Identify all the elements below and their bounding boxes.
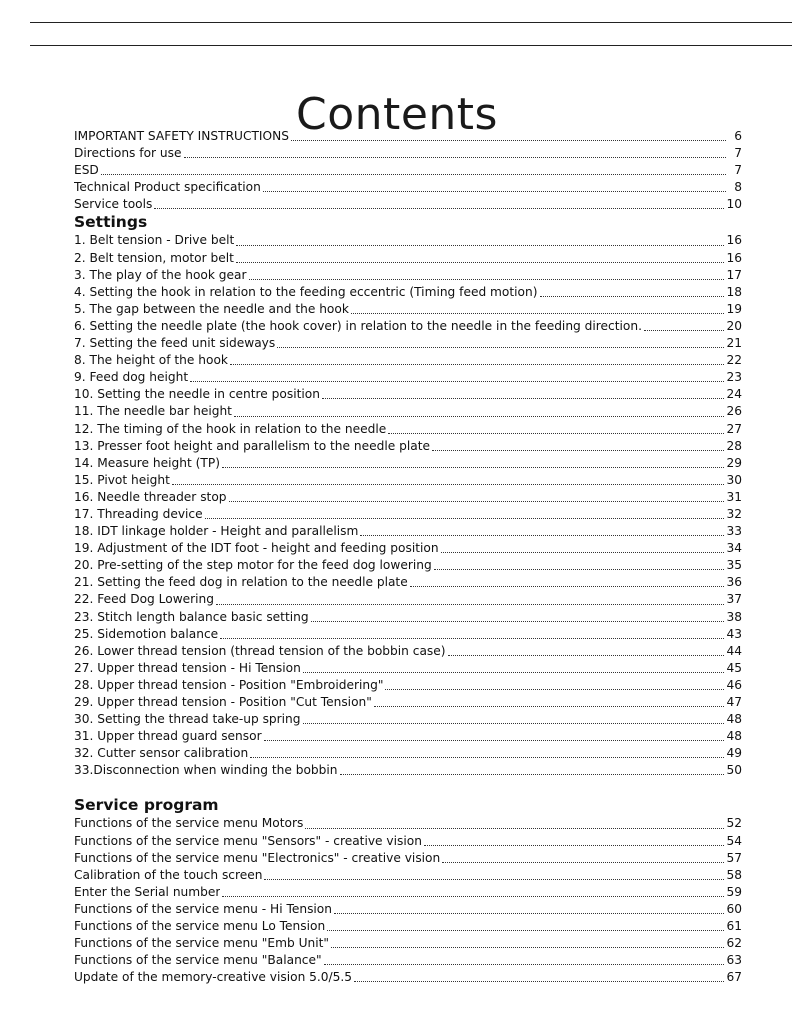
toc-entry-label: 17. Threading device bbox=[74, 506, 203, 521]
second-rule bbox=[30, 45, 792, 46]
dot-leader bbox=[540, 296, 725, 297]
dot-leader bbox=[229, 501, 725, 502]
toc-entry-label: ESD bbox=[74, 163, 99, 178]
toc-entry-page-number: 7 bbox=[734, 146, 742, 161]
dot-leader bbox=[303, 672, 725, 673]
toc-entry-label: 32. Cutter sensor calibration bbox=[74, 746, 249, 761]
toc-entry[interactable] bbox=[74, 145, 742, 162]
toc-entry-page-number: 63 bbox=[726, 953, 742, 968]
dot-leader bbox=[172, 484, 725, 485]
dot-leader bbox=[250, 757, 724, 758]
toc-entry[interactable] bbox=[74, 128, 742, 145]
toc-entry-page-number: 26 bbox=[726, 404, 742, 419]
dot-leader bbox=[205, 518, 725, 519]
toc-entry[interactable] bbox=[74, 489, 742, 506]
toc-entry-page-number: 29 bbox=[726, 455, 742, 470]
toc-entry[interactable] bbox=[74, 901, 742, 918]
toc-entry-label: 30. Setting the thread take-up spring bbox=[74, 712, 301, 727]
dot-leader bbox=[101, 174, 726, 175]
intro-list bbox=[74, 128, 742, 213]
toc-entry[interactable] bbox=[74, 506, 742, 523]
section-heading-service-program: Service program bbox=[74, 796, 219, 815]
toc-entry-page-number: 7 bbox=[734, 163, 742, 178]
toc-entry[interactable] bbox=[74, 574, 742, 591]
toc-entry-page-number: 35 bbox=[726, 558, 742, 573]
top-rule bbox=[30, 22, 792, 23]
toc-entry-page-number: 10 bbox=[726, 197, 742, 212]
toc-entry[interactable] bbox=[74, 918, 742, 935]
toc-entry[interactable] bbox=[74, 745, 742, 762]
toc-entry-label: 22. Feed Dog Lowering bbox=[74, 592, 215, 607]
toc-entry-page-number: 38 bbox=[726, 609, 742, 624]
toc-entry-page-number: 16 bbox=[726, 250, 742, 265]
toc-entry-page-number: 45 bbox=[726, 660, 742, 675]
dot-leader bbox=[216, 604, 724, 605]
toc-entry-label: 19. Adjustment of the IDT foot - height and feeding position bbox=[74, 541, 439, 556]
toc-entry-label: 16. Needle threader stop bbox=[74, 489, 227, 504]
toc-entry[interactable] bbox=[74, 677, 742, 694]
toc-entry-page-number: 48 bbox=[726, 729, 742, 744]
toc-entry-page-number: 67 bbox=[726, 970, 742, 985]
toc-entry[interactable] bbox=[74, 196, 742, 213]
dot-leader bbox=[220, 638, 724, 639]
toc-entry-label: Functions of the service menu "Electronics" - creative vision bbox=[74, 850, 441, 865]
toc-entry-label: Functions of the service menu "Sensors" - creative vision bbox=[74, 833, 422, 848]
dot-leader bbox=[432, 450, 725, 451]
toc-entry-page-number: 8 bbox=[734, 180, 742, 195]
dot-leader bbox=[230, 364, 725, 365]
toc-entry[interactable] bbox=[74, 609, 742, 626]
toc-entry[interactable] bbox=[74, 762, 742, 779]
dot-leader bbox=[354, 981, 724, 982]
toc-entry[interactable] bbox=[74, 232, 742, 249]
dot-leader bbox=[222, 467, 725, 468]
dot-leader bbox=[324, 964, 725, 965]
toc-entry[interactable] bbox=[74, 301, 742, 318]
dot-leader bbox=[264, 879, 724, 880]
toc-entry[interactable] bbox=[74, 935, 742, 952]
toc-entry-page-number: 19 bbox=[726, 301, 742, 316]
toc-entry-label: 29. Upper thread tension - Position "Cut Tension" bbox=[74, 695, 372, 709]
toc-entry[interactable] bbox=[74, 318, 742, 335]
toc-entry-label: 25. Sidemotion balance bbox=[74, 626, 219, 641]
dot-leader bbox=[340, 774, 725, 775]
page-title: Contents bbox=[296, 89, 498, 141]
toc-entry-page-number: 60 bbox=[726, 901, 742, 916]
toc-entry-label: 10. Setting the needle in centre position bbox=[74, 387, 320, 402]
dot-leader bbox=[388, 433, 724, 434]
service-list bbox=[74, 815, 742, 986]
dot-leader bbox=[644, 330, 725, 331]
toc-entry-page-number: 52 bbox=[726, 816, 742, 831]
toc-entry[interactable] bbox=[74, 523, 742, 540]
toc-entry[interactable] bbox=[74, 711, 742, 728]
dot-leader bbox=[442, 862, 724, 863]
toc-entry[interactable] bbox=[74, 867, 742, 884]
toc-entry-label: Functions of the service menu - Hi Tension bbox=[74, 901, 332, 916]
toc-entry[interactable] bbox=[74, 833, 742, 850]
toc-entry-label: Technical Product specification bbox=[74, 180, 261, 195]
dot-leader bbox=[385, 689, 724, 690]
toc-entry-label: 5. The gap between the needle and the hook bbox=[74, 301, 349, 316]
toc-entry[interactable] bbox=[74, 969, 742, 986]
dot-leader bbox=[222, 896, 724, 897]
toc-entry[interactable] bbox=[74, 421, 742, 438]
toc-entry-label: 33.Disconnection when winding the bobbin bbox=[74, 763, 338, 778]
dot-leader bbox=[360, 535, 724, 536]
toc-entry[interactable] bbox=[74, 540, 742, 557]
toc-entry-label: Enter the Serial number bbox=[74, 884, 221, 899]
toc-entry-page-number: 31 bbox=[726, 489, 742, 504]
toc-entry-page-number: 58 bbox=[726, 867, 742, 882]
dot-leader bbox=[441, 552, 725, 553]
toc-entry-page-number: 46 bbox=[726, 677, 742, 692]
toc-entry-page-number: 18 bbox=[726, 284, 742, 299]
toc-entry[interactable] bbox=[74, 884, 742, 901]
toc-entry[interactable] bbox=[74, 815, 742, 832]
toc-entry-page-number: 49 bbox=[726, 746, 742, 761]
toc-entry[interactable] bbox=[74, 267, 742, 284]
dot-leader bbox=[249, 279, 725, 280]
toc-entry-label: Update of the memory-creative vision 5.0/5.5 bbox=[74, 970, 353, 985]
toc-entry-label: Calibration of the touch screen bbox=[74, 867, 263, 882]
toc-entry[interactable] bbox=[74, 386, 742, 403]
dot-leader bbox=[291, 140, 726, 141]
toc-entry[interactable] bbox=[74, 952, 742, 969]
toc-entry-page-number: 32 bbox=[726, 506, 742, 521]
toc-entry-label: Functions of the service menu Lo Tension bbox=[74, 919, 326, 934]
toc-entry-page-number: 57 bbox=[726, 850, 742, 865]
settings-list bbox=[74, 232, 742, 779]
toc-entry[interactable] bbox=[74, 438, 742, 455]
toc-entry[interactable] bbox=[74, 626, 742, 643]
dot-leader bbox=[264, 740, 725, 741]
toc-entry-label: 2. Belt tension, motor belt bbox=[74, 250, 234, 265]
dot-leader bbox=[305, 828, 724, 829]
dot-leader bbox=[374, 706, 725, 707]
toc-entry-page-number: 20 bbox=[726, 318, 742, 333]
dot-leader bbox=[234, 416, 725, 417]
toc-entry-label: 8. The height of the hook bbox=[74, 353, 228, 368]
toc-entry[interactable] bbox=[74, 660, 742, 677]
toc-entry-label: 31. Upper thread guard sensor bbox=[74, 729, 262, 744]
toc-entry[interactable] bbox=[74, 694, 742, 711]
toc-entry[interactable] bbox=[74, 557, 742, 574]
dot-leader bbox=[184, 157, 727, 158]
toc-entry[interactable] bbox=[74, 162, 742, 179]
toc-entry[interactable] bbox=[74, 472, 742, 489]
toc-entry-label: 4. Setting the hook in relation to the feeding eccentric (Timing feed motion) bbox=[74, 284, 538, 299]
toc-entry-label: 6. Setting the needle plate (the hook cover) in relation to the needle in the feeding direction. bbox=[74, 318, 642, 333]
toc-entry-page-number: 30 bbox=[726, 472, 742, 487]
dot-leader bbox=[303, 723, 725, 724]
toc-entry-label: 20. Pre-setting of the step motor for the feed dog lowering bbox=[74, 558, 432, 573]
toc-entry-label: 3. The play of the hook gear bbox=[74, 267, 247, 282]
toc-entry-label: Directions for use bbox=[74, 146, 182, 161]
toc-entry-label: 9. Feed dog height bbox=[74, 370, 189, 385]
dot-leader bbox=[334, 913, 724, 914]
toc-entry-page-number: 61 bbox=[726, 919, 742, 934]
toc-entry-label: 18. IDT linkage holder - Height and parallelism bbox=[74, 524, 359, 539]
toc-entry[interactable] bbox=[74, 352, 742, 369]
toc-entry-page-number: 17 bbox=[726, 267, 742, 282]
toc-entry-page-number: 23 bbox=[726, 370, 742, 385]
dot-leader bbox=[434, 569, 725, 570]
toc-entry-label: 21. Setting the feed dog in relation to the needle plate bbox=[74, 575, 408, 590]
toc-entry-label: 27. Upper thread tension - Hi Tension bbox=[74, 660, 301, 675]
dot-leader bbox=[154, 208, 724, 209]
dot-leader bbox=[236, 245, 724, 246]
section-heading-settings: Settings bbox=[74, 213, 148, 232]
dot-leader bbox=[263, 191, 726, 192]
toc-entry-label: 23. Stitch length balance basic setting bbox=[74, 609, 309, 624]
toc-entry-label: Service tools bbox=[74, 197, 153, 212]
dot-leader bbox=[424, 845, 725, 846]
toc-entry-label: Functions of the service menu "Emb Unit" bbox=[74, 936, 329, 951]
toc-entry-page-number: 62 bbox=[726, 936, 742, 951]
toc-entry-page-number: 50 bbox=[726, 763, 742, 778]
toc-entry[interactable] bbox=[74, 455, 742, 472]
toc-entry-page-number: 22 bbox=[726, 353, 742, 368]
toc-entry-page-number: 43 bbox=[726, 626, 742, 641]
toc-entry-page-number: 6 bbox=[734, 129, 742, 143]
toc-entry-label: 13. Presser foot height and parallelism to the needle plate bbox=[74, 438, 430, 453]
dot-leader bbox=[236, 262, 725, 263]
dot-leader bbox=[327, 930, 724, 931]
toc-entry-label: 7. Setting the feed unit sideways bbox=[74, 336, 276, 351]
dot-leader bbox=[351, 313, 725, 314]
toc-entry-page-number: 48 bbox=[726, 712, 742, 727]
toc-entry-label: 1. Belt tension - Drive belt bbox=[74, 233, 235, 248]
toc-entry-page-number: 47 bbox=[726, 695, 742, 709]
toc-entry-page-number: 44 bbox=[726, 643, 742, 658]
toc-entry[interactable] bbox=[74, 179, 742, 196]
toc-entry[interactable] bbox=[74, 250, 742, 267]
toc-entry-label: 11. The needle bar height bbox=[74, 404, 232, 419]
toc-entry-page-number: 24 bbox=[726, 387, 742, 402]
toc-entry-label: Functions of the service menu Motors bbox=[74, 816, 304, 831]
toc-entry-label: IMPORTANT SAFETY INSTRUCTIONS bbox=[74, 129, 289, 143]
dot-leader bbox=[410, 586, 725, 587]
toc-entry-page-number: 33 bbox=[726, 524, 742, 539]
toc-entry[interactable] bbox=[74, 284, 742, 301]
toc-entry-page-number: 59 bbox=[726, 884, 742, 899]
dot-leader bbox=[448, 655, 725, 656]
toc-entry[interactable] bbox=[74, 591, 742, 608]
dot-leader bbox=[190, 381, 724, 382]
toc-entry-page-number: 34 bbox=[726, 541, 742, 556]
toc-entry-label: 12. The timing of the hook in relation to the needle bbox=[74, 421, 387, 436]
table-of-contents bbox=[74, 128, 742, 986]
dot-leader bbox=[311, 621, 725, 622]
toc-entry-page-number: 36 bbox=[726, 575, 742, 590]
toc-entry-label: Functions of the service menu "Balance" bbox=[74, 953, 322, 968]
toc-entry-page-number: 37 bbox=[726, 592, 742, 607]
toc-entry[interactable] bbox=[74, 403, 742, 420]
toc-entry-page-number: 28 bbox=[726, 438, 742, 453]
toc-entry-label: 26. Lower thread tension (thread tension of the bobbin case) bbox=[74, 643, 446, 658]
toc-entry-label: 14. Measure height (TP) bbox=[74, 455, 220, 470]
toc-entry-label: 28. Upper thread tension - Position "Embroidering" bbox=[74, 677, 384, 692]
toc-entry-page-number: 27 bbox=[726, 421, 742, 436]
toc-entry[interactable] bbox=[74, 335, 742, 352]
toc-entry-label: 15. Pivot height bbox=[74, 472, 170, 487]
toc-entry-page-number: 54 bbox=[726, 833, 742, 848]
dot-leader bbox=[277, 347, 724, 348]
dot-leader bbox=[331, 947, 724, 948]
dot-leader bbox=[322, 398, 725, 399]
toc-entry[interactable] bbox=[74, 850, 742, 867]
toc-entry-page-number: 16 bbox=[726, 233, 742, 248]
toc-entry[interactable] bbox=[74, 369, 742, 386]
toc-entry-page-number: 21 bbox=[726, 336, 742, 351]
toc-entry[interactable] bbox=[74, 643, 742, 660]
toc-entry[interactable] bbox=[74, 728, 742, 745]
